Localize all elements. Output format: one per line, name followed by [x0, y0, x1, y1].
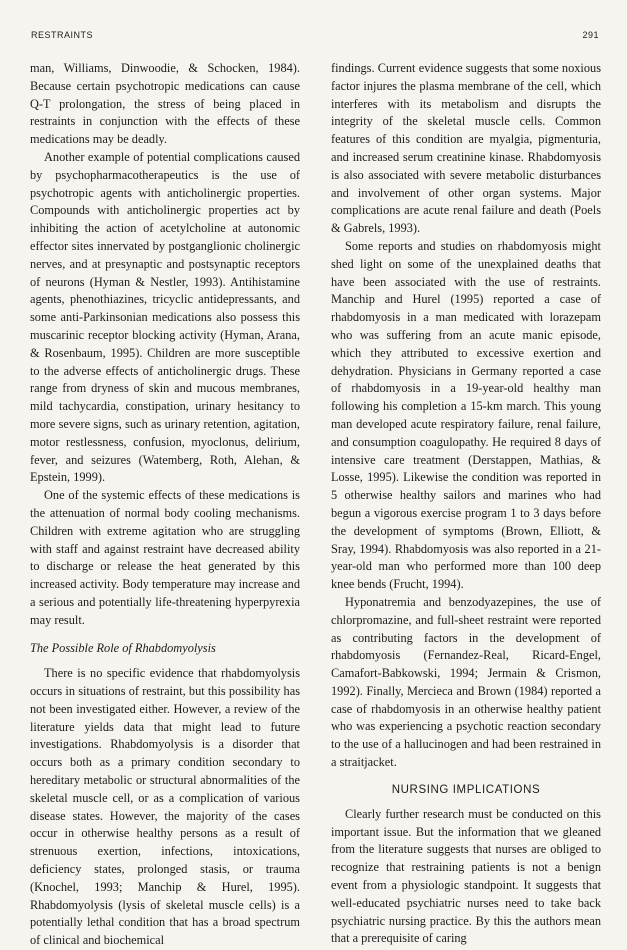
running-head	[0, 30, 627, 44]
left-column	[30, 60, 300, 950]
running-head-title: RESTRAINTS	[31, 30, 94, 40]
paragraph: One of the systemic effects of these medications is the attenuation of normal body cooling mechanisms. Children with extreme agitation who are struggling with staff and against restraint have decreased ability to discharge or release the heat generated by this increased activity. Body temperature may increase and a serious and potentially life-threatening hyperpyrexia may result.	[30, 488, 300, 627]
paragraph: Another example of potential complications caused by psychopharmacotherapeutics is the use of psychotropic agents with anticholinergic properties. Compounds with anticholinergic properties act by inhibiting the action of acetylcholine at autonomic effector sites innervated by postganglionic cholinergic nerves, and at presynaptic and postsynaptic receptors of neurons (Hyman & Nestler, 1993). Antihistamine agents, phenothiazines, tricyclic antidepressants, and some anti-Parkinsonian medications also possess this muscarinic receptor blocking activity (Hyman, Arana, & Rosenbaum, 1995). Children are more susceptible to the adverse effects of anticholinergic drugs. These range from dryness of skin and mucous membranes, mild tachycardia, constipation, urinary hesitancy to more severe signs, such as urinary retention, agitation, motor restlessness, confusion, myoclonus, delirium, fever, and seizures (Watemberg, Roth, Alehan, & Epstein, 1999).	[30, 149, 300, 485]
subheading: The Possible Role of Rhabdomyolysis	[30, 640, 216, 655]
paragraph: Hyponatremia and benzodyazepines, the use of chlorpromazine, and full-sheet restraint were reported as contributing factors in the development of rhabdomyosis (Fernandez-Real, Ricard-Engel, Camafort-Babkowski, 1994; Jermain & Crismon, 1992). Finally, Mercieca and Brown (1984) reported a case of rhabdomyosis in an otherwise healthy patient who was experiencing a psychotic reaction secondary to the use of a hallucinogen and had been restrained in a straitjacket.	[331, 594, 601, 770]
section-heading: NURSING IMPLICATIONS	[391, 783, 541, 796]
paragraph: Some reports and studies on rhabdomyosis might shed light on some of the unexplained deaths that have been associated with the use of restraints. Manchip and Hurel (1995) reported a case of rhabdomyosis in a man medicated with lorazepam who was suffering from an acute manic episode, which they attributed to excessive exertion and dehydration. Physicians in Germany reported a case of rhabdomyosis in a 19-year-old healthy man following his completion a 15-km march. This young man developed acute respiratory failure, renal failure, and consumption coagulopathy. He required 8 days of intensive care treatment (Derstappen, Mathias, & Losse, 1995). Likewise the condition was reported in 5 otherwise healthy sailors and marines who had begun a vigorous exercise program 1 to 3 days before the development of symptoms (Brown, Elliott, & Sray, 1994). Rhabdomyosis was also reported in a 21-year-old man who performed more than 100 deep knee bends (Frucht, 1994).	[331, 238, 601, 592]
paragraph: Clearly further research must be conducted on this important issue. But the information that we gleaned from the literature suggests that nurses are obliged to recognize that restraining patients is not a benign event from a physiologic standpoint. It suggests that well-educated psychiatric nurses need to take back psychiatric nursing practice. By this the authors mean that a prerequisite of caring	[331, 806, 601, 946]
paragraph: findings. Current evidence suggests that some noxious factor injures the plasma membrane of the cell, which interferes with its metabolism and disrupts the integrity of the skeletal muscle cells. Common features of this condition are myalgia, pigmenturia, and increased serum creatinine kinase. Rhabdomyosis is also associated with severe metabolic disturbances and involvement of other organ systems. Major complications are acute renal failure and death (Poels & Gabrels, 1993).	[331, 61, 601, 236]
right-column	[331, 60, 601, 948]
paragraph: man, Williams, Dinwoodie, & Schocken, 1984). Because certain psychotropic medications can cause Q-T prolongation, the stress of being placed in restraints in conjunction with the effects of these medications may be deadly.	[30, 61, 300, 147]
page-number: 291	[582, 30, 599, 40]
paragraph: There is no specific evidence that rhabdomyolysis occurs in situations of restraint, but this possibility has not been investigated either. However, a review of the literature yields data that might lead to future investigations. Rhabdomyolysis is a disorder that occurs both as a primary condition secondary to hereditary metabolic or structural abnormalities of the skeletal muscle cell, or as a complication of various disease states. However, the majority of the cases occur in otherwise healthy persons as a result of strenuous exertion, infections, intoxications, deficiency states, prolonged stasis, or trauma (Knochel, 1993; Manchip & Hurel, 1995). Rhabdomyolysis (lysis of skeletal muscle cells) is a potentially lethal condition that has a broad spectrum of clinical and biochemical	[30, 666, 300, 948]
